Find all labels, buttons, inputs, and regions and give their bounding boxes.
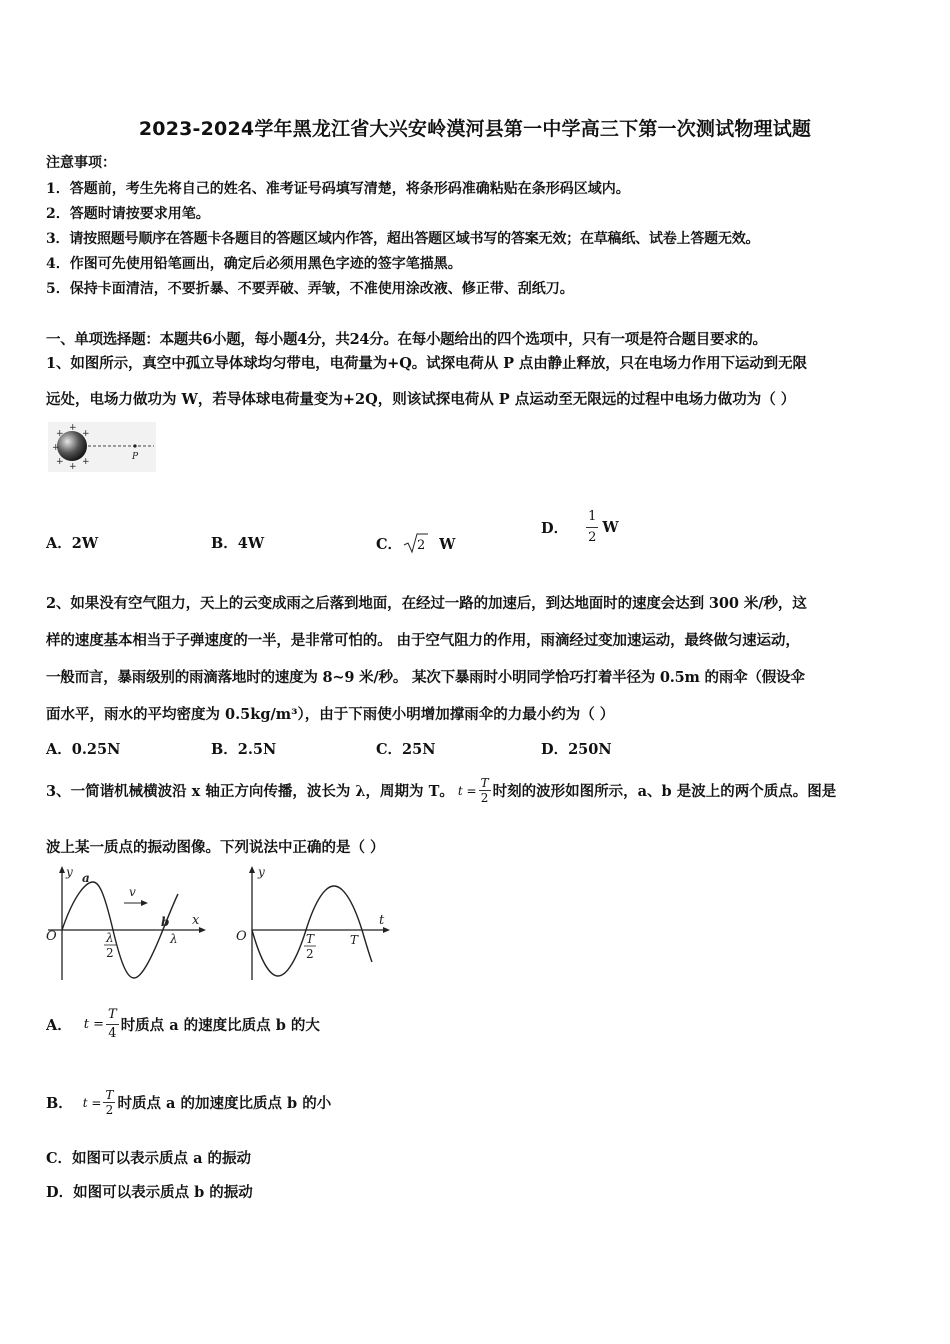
q1-option-b[interactable]: B．4W xyxy=(211,535,265,552)
svg-text:2: 2 xyxy=(106,946,114,960)
q1-line-1: 1、如图所示，真空中孤立导体球均匀带电，电荷量为+Q。试探电荷从 P 点由静止释放，只在电场力作用下运动到无限 xyxy=(46,355,807,372)
svg-text:+: + xyxy=(82,457,90,467)
q1-option-c-unit: W xyxy=(439,536,456,553)
q3-line-2: 波上某一质点的振动图像。下列说法中正确的是（ ） xyxy=(46,839,385,856)
svg-text:2: 2 xyxy=(306,947,314,961)
q1-option-c[interactable] xyxy=(376,532,455,554)
q2-line-4: 面水平，雨水的平均密度为 0.5kg/m³），由于下雨使小明增加撑雨伞的力最小约为（ ） xyxy=(46,706,615,723)
section-header: 一、单项选择题：本题共6小题，每小题4分，共24分。在每小题给出的四个选项中，只有一项是符合题目要求的。 xyxy=(46,331,767,348)
q1-option-d-label: D． xyxy=(541,520,569,537)
q1-option-c-label: C． xyxy=(376,536,403,553)
notice-item-3: 3．请按照题号顺序在答题卡各题目的答题区域内作答，超出答题区域书写的答案无效；在草稿纸、试卷上答题无效。 xyxy=(46,231,760,247)
svg-text:T: T xyxy=(350,933,359,947)
svg-text:y: y xyxy=(258,865,265,879)
svg-text:+: + xyxy=(82,429,90,439)
page-title: 2023-2024学年黑龙江省大兴安岭漠河县第一中学高三下第一次测试物理试题 xyxy=(138,118,812,140)
q1-option-d[interactable] xyxy=(541,507,619,548)
q3-option-d[interactable]: D．如图可以表示质点 b 的振动 xyxy=(46,1184,253,1201)
q3-option-c[interactable]: C．如图可以表示质点 a 的振动 xyxy=(46,1150,252,1167)
fraction-t-over-2: $\frac{T}{2}$ xyxy=(480,776,489,805)
fraction-t-over-4: $\frac{T}{4}$ xyxy=(108,1007,117,1041)
vibration-graph xyxy=(234,862,394,982)
notice-item-4: 4．作图可先使用铅笔画出，确定后必须用黑色字迹的签字笔描黑。 xyxy=(46,256,462,272)
svg-text:a: a xyxy=(82,871,90,885)
fraction-one-half: $\frac{1}{2}$ xyxy=(588,509,597,545)
q3-option-b[interactable]: B． t = $\frac{T}{2}$ 时质点 a 的加速度比质点 b 的小 xyxy=(46,1088,332,1117)
svg-text:T: T xyxy=(306,932,315,946)
q2-option-a[interactable]: A．0.25N xyxy=(46,741,121,758)
q2-line-2: 样的速度基本相当于子弹速度的一半，是非常可怕的。 由于空气阻力的作用，雨滴经过变加速运动，最终做匀速运动， xyxy=(46,632,800,649)
charged-sphere-figure xyxy=(48,422,156,472)
svg-text:+: + xyxy=(52,443,60,453)
svg-text:O: O xyxy=(46,929,57,944)
q2-option-d[interactable]: D．250N xyxy=(541,741,612,758)
notice-item-5: 5．保持卡面清洁，不要折暴、不要弄破、弄皱，不准使用涂改液、修正带、刮纸刀。 xyxy=(46,281,574,297)
sqrt-icon xyxy=(402,532,428,554)
svg-text:2: 2 xyxy=(417,538,426,553)
q2-option-c[interactable]: C．25N xyxy=(376,741,436,758)
q3-option-a[interactable]: A． t = $\frac{T}{4}$ 时质点 a 的速度比质点 b 的大 xyxy=(46,1007,320,1041)
vibration-curve xyxy=(252,886,372,976)
svg-text:+: + xyxy=(56,429,64,439)
svg-text:λ: λ xyxy=(106,931,114,945)
svg-text:+: + xyxy=(56,457,64,467)
fraction-t-over-2-b: $\frac{T}{2}$ xyxy=(105,1088,114,1117)
notice-item-2: 2．答题时请按要求用笔。 xyxy=(46,206,210,222)
q1-line-2: 远处，电场力做功为 W，若导体球电荷量变为+2Q，则该试探电荷从 P 点运动至无限远的过程中电场力做功为（ ） xyxy=(46,391,796,408)
notice-heading: 注意事项： xyxy=(46,155,116,171)
svg-text:x: x xyxy=(192,913,200,928)
q1-option-a[interactable]: A．2W xyxy=(46,535,99,552)
point-p-label: P xyxy=(132,452,139,462)
svg-text:O: O xyxy=(236,929,247,944)
svg-text:+: + xyxy=(69,423,77,433)
svg-text:v: v xyxy=(129,885,136,899)
q2-line-1: 2、如果没有空气阻力，天上的云变成雨之后落到地面，在经过一路的加速后，到达地面时的速度会达到 300 米/秒，这 xyxy=(46,595,807,612)
q3-line-1: 3、一简谐机械横波沿 x 轴正方向传播，波长为 λ，周期为 T。 t = $\frac{T}{2}$ 时刻的波形如图所示，a、b 是波上的两个质点。图是 xyxy=(46,776,837,805)
svg-text:y: y xyxy=(66,865,73,879)
q2-line-3: 一般而言，暴雨级别的雨滴落地时的速度为 8~9 米/秒。 某次下暴雨时小明同学恰巧打着半径为 0.5m 的雨伞（假设伞 xyxy=(46,669,805,686)
notice-item-1: 1．答题前，考生先将自己的姓名、准考证号码填写清楚，将条形码准确粘贴在条形码区域内。 xyxy=(46,181,630,197)
svg-text:b: b xyxy=(161,915,170,929)
q2-option-b[interactable]: B．2.5N xyxy=(211,741,277,758)
svg-text:λ: λ xyxy=(170,932,178,946)
wave-graph xyxy=(42,862,212,982)
q1-option-d-unit: W xyxy=(602,519,619,536)
svg-text:t: t xyxy=(379,913,385,928)
svg-text:+: + xyxy=(69,462,77,472)
